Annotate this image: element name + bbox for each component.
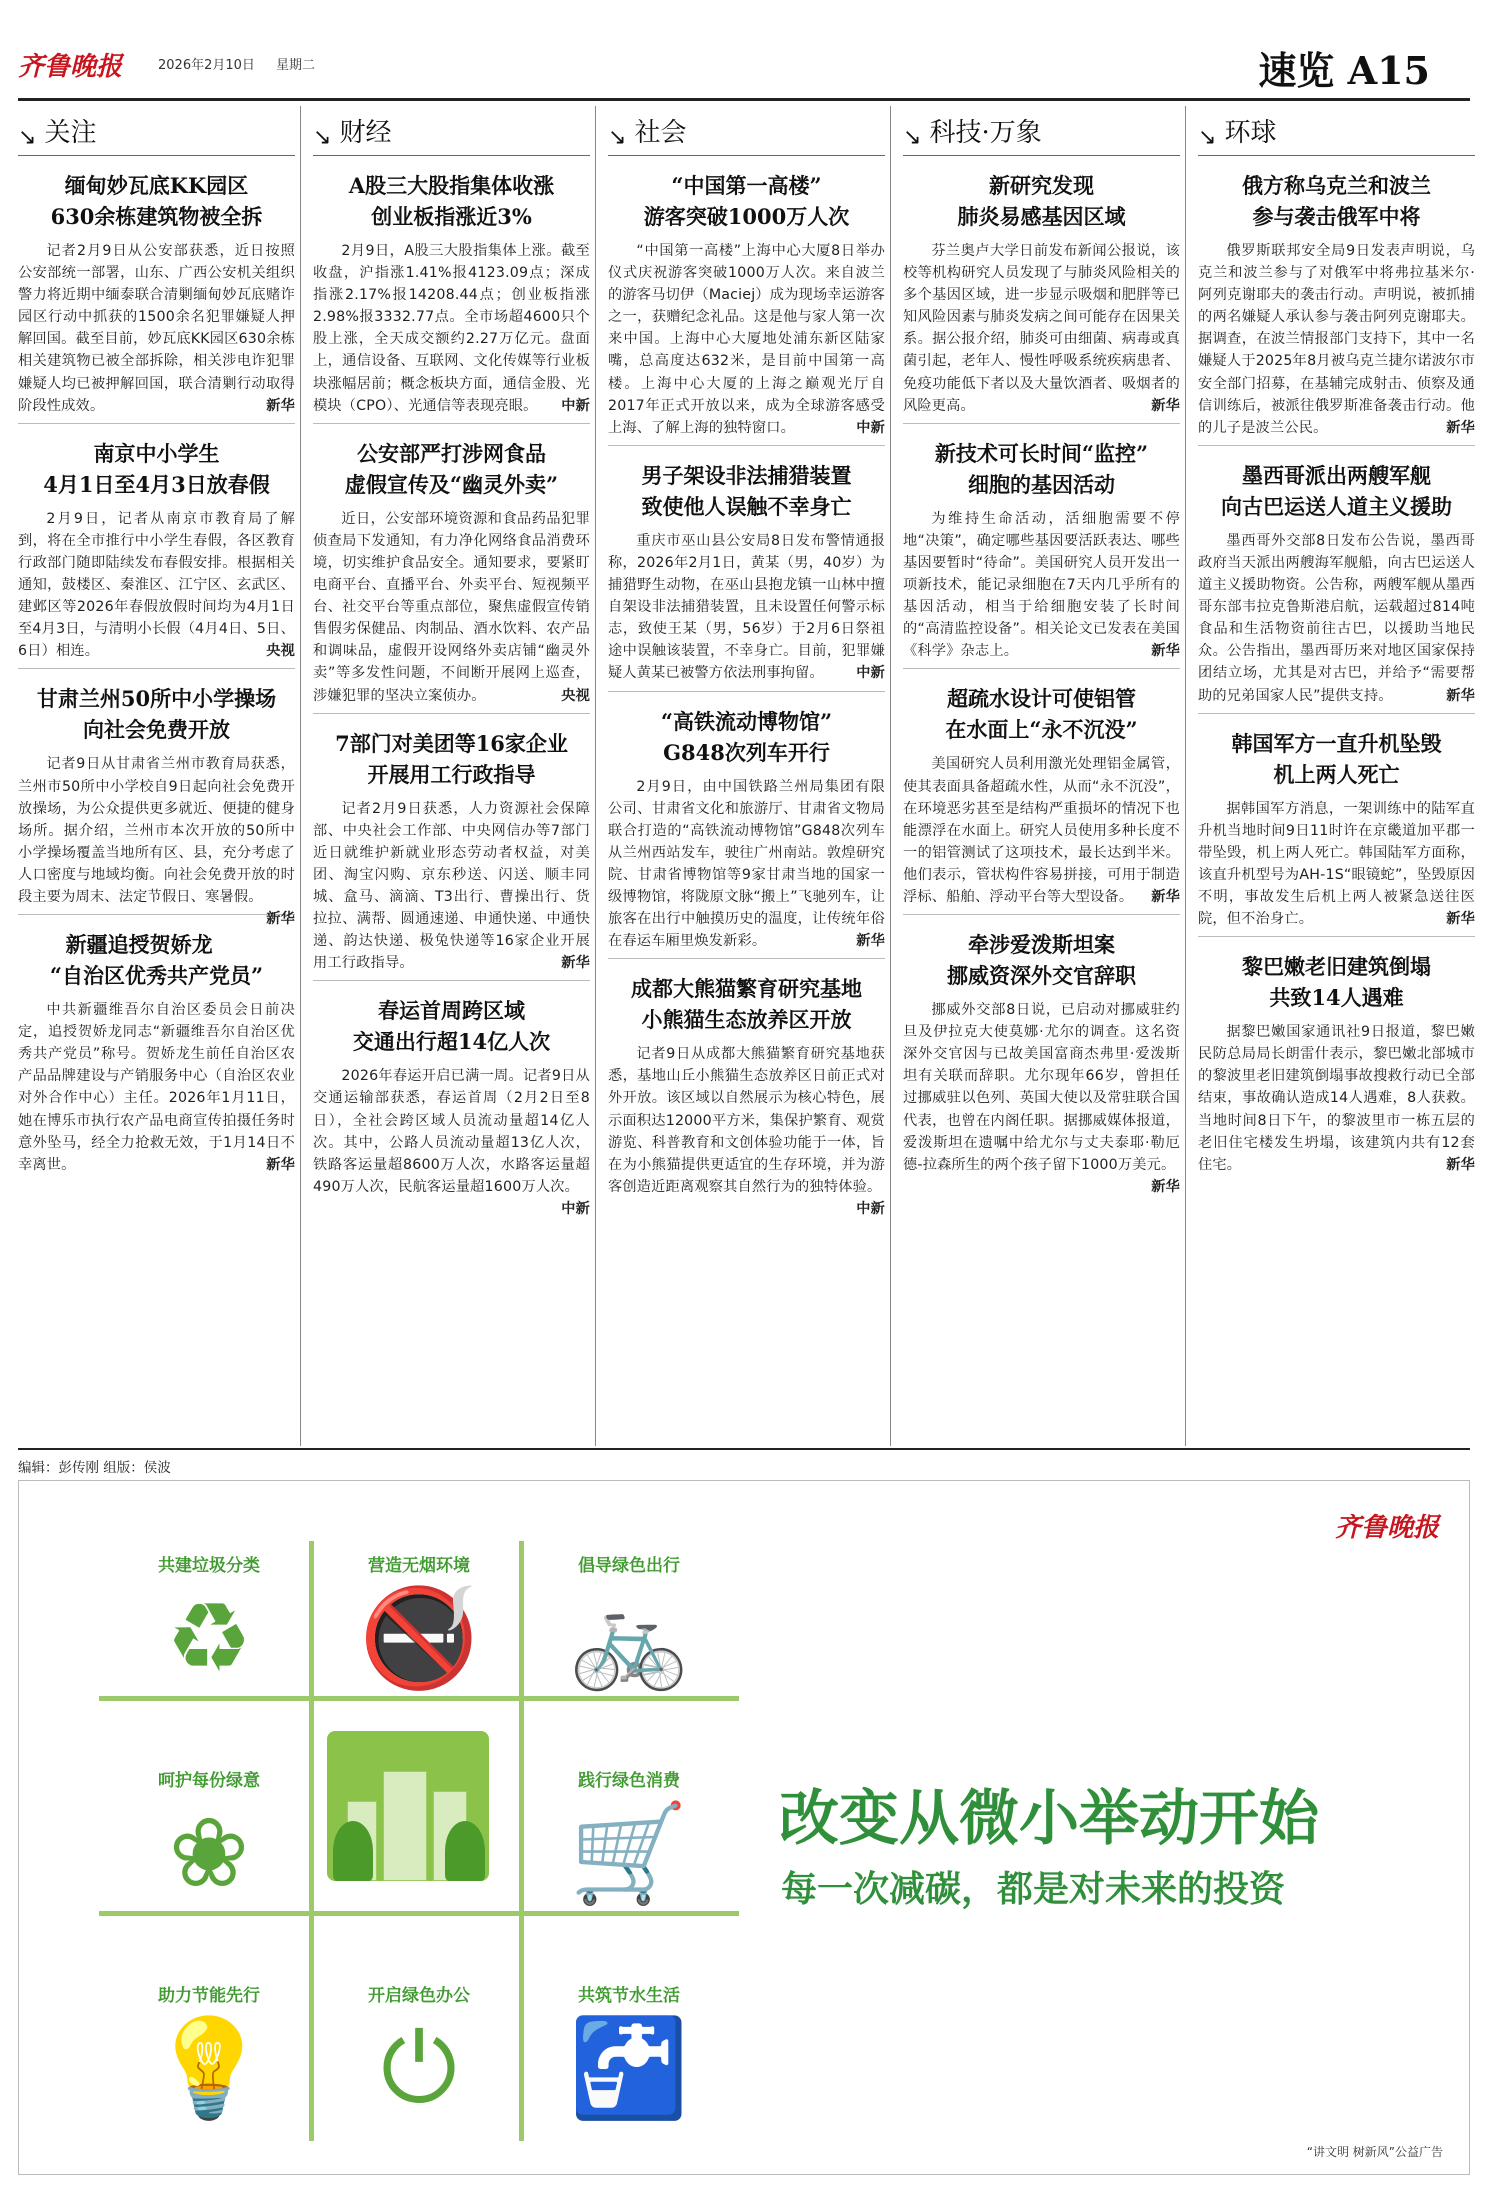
article-headline: 南京中小学生 4月1日至4月3日放春假 [43,440,270,497]
column-label: 社会 [634,118,687,148]
article-body [313,798,590,975]
article-text: 重庆市巫山县公安局8日发布警情通报称，2026年2月1日，黄某（男，40岁）为捕猎野生动物，在巫山县抱龙镇一山林中擅自架设非法捕猎装置，且未设置任何警示标志，致使王某（男，56岁）于2月6日祭祖途中误触该装置，不幸身亡。目前，犯罪嫌疑人黄某已被警方依法刑事拘留。 [608,532,885,682]
article-body [1198,530,1475,707]
column-divider [595,106,596,1446]
article-headline: 新技术可长时间“监控” 细胞的基因活动 [934,440,1149,497]
news-article [1198,445,1475,707]
article-text: 中共新疆维吾尔自治区委员会日前决定，追授贺娇龙同志“新疆维吾尔自治区优秀共产党员”称号。贺娇龙生前任自治区农产品品牌建设与产销服务中心（自治区农业对外合作中心）主任。2026年1月11日，她在博乐市执行农产品电商宣传拍摄任务时意外坠马，经全力抢救无效，于1月14日不幸离世。 [18,1002,295,1173]
article-headline: 男子架设非法捕猎装置 致使他人误触不幸身亡 [641,462,852,519]
plant-box-icon: ❀ [168,1797,250,1909]
shopping-cart-icon: 🛒 [569,1797,689,1909]
power-icon: ⏻ [381,2012,457,2124]
column-divider [890,106,891,1446]
article-text: 记者9日从甘肃省兰州市教育局获悉，兰州市50所中小学校自9日起向社会免费开放操场，为公众提供更多就近、便捷的健身场所。据介绍，兰州市本次开放的50所中小学操场覆盖当地所有区、县，充分考虑了人口密度与地域均衡。向社会免费开放的时段主要为周末、法定节假日、寒暑假。 [18,756,295,905]
news-article [1198,936,1475,1176]
ad-cell-label: 营造无烟环境 [368,1556,470,1576]
ad-cell-label: 倡导绿色出行 [578,1556,680,1576]
column-divider [300,106,301,1446]
article-headline: 韩国军方一直升机坠毁 机上两人死亡 [1231,730,1442,787]
article-body [313,508,590,707]
news-article [313,980,590,1217]
recycle-bin-icon: ♻ [165,1582,253,1694]
news-article [608,958,885,1217]
article-text: “中国第一高楼”上海中心大厦8日举办仪式庆祝游客突破1000万人次。来自波兰的游客马切伊（Maciej）成为现场幸运游客之一，获赠纪念礼品。这是他与家人第一次来中国。上海中心大厦地处浦东新区陆家嘴，总高度达632米，是目前中国第一高楼。上海中心大厦的上海之巅观光厅自2017年正式开放以来，成为全球游客感受上海、了解上海的独特窗口。 [608,243,885,436]
column-label: 科技·万象 [929,118,1042,148]
column-3 [903,110,1180,1450]
article-source: 新华 [1151,397,1180,414]
article-text: 2026年春运开启已满一周。记者9日从交通运输部获悉，春运首周（2月2日至8日），全社会跨区域人员流动量超14亿人次。其中，公路人员流动量超13亿人次，铁路客运量超8600万人次，水路客运量超490万人次，民航客运量超1600万人次。 [313,1068,590,1195]
article-headline: A股三大股指集体收涨 创业板指涨近3% [348,173,555,229]
news-article [1198,156,1475,439]
article-body [1198,240,1475,439]
ad-cell-label: 呵护每份绿意 [158,1771,260,1791]
bottom-rule [18,1448,1470,1450]
article-body [18,508,295,663]
article-body [903,240,1180,417]
news-article [18,668,295,928]
article-body [903,753,1180,908]
article-body [313,1065,590,1217]
article-body [18,999,295,1176]
news-article [608,156,885,439]
issue-date: 2026年2月10日 [158,58,255,73]
article-headline: 墨西哥派出两艘军舰 向古巴运送人道主义援助 [1221,462,1452,519]
article-source: 新华 [1446,687,1475,704]
article-text: 据黎巴嫩国家通讯社9日报道，黎巴嫩民防总局局长朗雷什表示，黎巴嫩北部城市的黎波里老旧建筑倒塌事故搜救行动已全部结束，事故确认造成14人遇难，8人获救。当地时间8日下午，的黎波里市一栋五层的老旧住宅楼发生坍塌，该建筑内共有12套住宅。 [1198,1024,1475,1173]
article-headline: 成都大熊猫繁育研究基地 小熊猫生态放养区开放 [631,976,862,1033]
article-headline: 7部门对美团等16家企业 开展用工行政指导 [335,730,568,787]
article-text: 美国研究人员利用激光处理铝金属管，使其表面具备超疏水性，从而“永不沉没”，在环境恶劣甚至是结构严重损坏的情况下也能漂浮在水面上。研究人员使用多种长度不一的铝管测试了这项技术，最长达到半米。他们表示，管状构件容易拼接，可用于制造浮标、船舶、浮动平台等大型设备。 [903,756,1180,905]
editor-credits: 编辑：彭传刚 组版：侯波 [18,1460,171,1476]
issue-weekday: 星期二 [276,58,316,73]
article-headline: 公安部严打涉网食品 虚假宣传及“幽灵外卖” [344,440,559,497]
article-headline: “高铁流动博物馆” G848次列车开行 [660,708,833,765]
faucet-icon: 🚰 [569,2012,689,2124]
article-source: 新华 [561,955,590,972]
news-article [313,713,590,975]
article-text: 2月9日，由中国铁路兰州局集团有限公司、甘肃省文化和旅游厅、甘肃省文物局联合打造的“高铁流动博物馆”G848次列车从兰州西站发车，驶往广州南站。敦煌研究院、甘肃省博物馆等9家甘肃当地的国家一级博物馆，将陇原文脉“搬上”飞驰列车，让旅客在出行中触摸历史的温度，让传统年俗在春运车厢里焕发新彩。 [608,778,885,950]
page-section-title: 速览 A15 [1258,48,1430,93]
article-source: 新华 [266,1156,295,1173]
news-article [18,914,295,1176]
article-text: 2月9日，记者从南京市教育局了解到，将在全市推行中小学生春假，各区教育行政部门随即陆续发布春假安排。根据相关通知，鼓楼区、秦淮区、江宁区、玄武区、建邺区等2026年春假放假时间均为4月1日至4月3日，与清明小长假（4月4日、5日、6日）相连。 [18,510,295,660]
grid-line [99,1696,739,1701]
article-headline: 新疆追授贺娇龙 “自治区优秀共产党员” [49,932,264,989]
newspaper-logo: 齐鲁晚报 [18,52,123,82]
article-body [608,240,885,439]
article-source: 新华 [1151,643,1180,660]
ad-cell [529,1766,729,1909]
ad-cell [109,1981,309,2124]
article-text: 墨西哥外交部8日发布公告说，墨西哥政府当天派出两艘海军舰船，向古巴运送人道主义援助物资。公告称，两艘军舰从墨西哥东部韦拉克鲁斯港启航，运载超过814吨食品和生活物资前往古巴，以援助当地民众。公告指出，墨西哥历来对地区国家保持团结立场，尤其是对古巴，并给予“需要帮助的兄弟国家人民”提供支持。 [1198,532,1475,704]
news-article [1198,713,1475,931]
ad-cell-label: 共建垃圾分类 [158,1556,260,1576]
article-headline: 牵涉爱泼斯坦案 挪威资深外交官辞职 [947,932,1136,989]
ad-subslogan: 每一次减碳，都是对未来的投资 [781,1868,1286,1910]
arrow-icon: ↘ [903,125,922,150]
column-header [18,110,295,156]
column-2 [608,110,885,1450]
grid-line [99,1911,739,1916]
green-city-illustration [327,1731,489,1881]
column-header [608,110,885,156]
news-article [608,691,885,953]
masthead [18,40,1470,92]
article-text: 据韩国军方消息，一架训练中的陆军直升机当地时间9日11时许在京畿道加平郡一带坠毁，机上两人死亡。韩国陆军方面称，该直升机型号为AH-1S“眼镜蛇”，坠毁原因不明，事故发生后机上两人被紧急送往医院，但不治身亡。 [1198,800,1475,928]
article-text: 记者2月9日从公安部获悉，近日按照公安部统一部署，山东、广西公安机关组织警力将近期中缅泰联合清剿缅甸妙瓦底赌诈园区行动中抓获的1500余名犯罪嫌疑人押解回国。截至目前，妙瓦底KK园区630余栋相关建筑物已被全部拆除，相关涉电诈犯罪嫌疑人均已被押解回国，联合清剿行动取得阶段性成效。 [18,243,295,414]
article-source: 新华 [266,911,295,928]
ad-cell [529,1981,729,2124]
news-article [313,156,590,417]
column-label: 财经 [339,118,392,148]
ad-cell-label: 践行绿色消费 [578,1771,680,1791]
no-smoking-icon: 🚭 [359,1582,479,1694]
ad-slogan: 改变从微小举动开始 [779,1784,1319,1854]
article-source: 央视 [266,643,295,660]
grid-line [519,1541,524,2141]
news-article [903,156,1180,417]
arrow-icon: ↘ [313,125,332,150]
arrow-icon: ↘ [1198,125,1217,150]
article-source: 央视 [561,687,590,704]
article-text: 为维持生命活动，活细胞需要不停地“决策”，确定哪些基因要活跃表达、哪些基因要暂时“待命”。美国研究人员开发出一项新技术，能记录细胞在7天内几乎所有的基因活动，相当于给细胞安装了长时间的“高清监控设备”。相关论文已发表在美国《科学》杂志上。 [903,510,1180,660]
ad-cell [319,1981,519,2124]
column-header [313,110,590,156]
article-source: 新华 [856,933,885,950]
article-headline: 俄方称乌克兰和波兰 参与袭击俄军中将 [1242,173,1431,229]
article-source: 中新 [561,1200,590,1217]
top-rule [18,98,1470,101]
article-source: 新华 [1446,419,1475,436]
article-body [18,753,295,928]
column-1 [313,110,590,1450]
article-headline: “中国第一高楼” 游客突破1000万人次 [643,173,850,229]
article-headline: 缅甸妙瓦底KK园区 630余栋建筑物被全拆 [50,173,263,229]
bicycle-icon: 🚲 [569,1582,689,1694]
ad-cell [109,1551,309,1694]
column-header [903,110,1180,156]
news-article [903,668,1180,908]
article-source: 中新 [856,1200,885,1217]
article-text: 俄罗斯联邦安全局9日发表声明说，乌克兰和波兰参与了对俄军中将弗拉基米尔·阿列克谢耶夫的袭击行动。声明说，被抓捕的两名嫌疑人承认参与袭击阿列克谢耶夫。据调查，在波兰情报部门支持下，其中一名嫌疑人于2025年8月被乌克兰捷尔诺波尔市安全部门招募，在基辅完成射击、侦察及通信训练后，被派往俄罗斯准备袭击行动。他的儿子是波兰公民。 [1198,243,1475,436]
article-text: 挪威外交部8日说，已启动对挪威驻约旦及伊拉克大使莫娜·尤尔的调查。这名资深外交官因与已故美国富商杰弗里·爱泼斯坦有关联而辞职。尤尔现年66岁，曾担任过挪威驻以色列、英国大使以及常驻联合国代表，也曾在内阁任职。据挪威媒体报道，爱泼斯坦在遗嘱中给尤尔与丈夫泰耶·勒厄德-拉森所生的两个孩子留下1000万美元。 [903,1002,1180,1173]
ad-cell-label: 共筑节水生活 [578,1986,680,2006]
ad-cell-label: 开启绿色办公 [368,1986,470,2006]
news-article [903,914,1180,1195]
article-source: 新华 [1151,1178,1180,1195]
column-0 [18,110,295,1450]
grid-line [309,1541,314,2141]
article-source: 中新 [856,419,885,436]
column-label: 环球 [1224,118,1277,148]
article-body [608,776,885,953]
article-body [608,530,885,685]
news-article [903,423,1180,663]
ad-logo: 齐鲁晚报 [1334,1513,1439,1543]
article-body [1198,798,1475,931]
public-service-ad [18,1480,1470,2175]
article-text: 记者9日从成都大熊猫繁育研究基地获悉，基地山丘小熊猫生态放养区日前正式对外开放。该区域以自然展示为核心特色，展示面积达12000平方米，集保护繁育、观赏游览、科普教育和文创体验功能于一体，旨在为小熊猫提供更适宜的生存环境，并为游客创造近距离观察其自然行为的独特体验。 [608,1046,885,1195]
ad-cell [319,1551,519,1694]
news-article [313,423,590,707]
article-headline: 超疏水设计可使铝管 在水面上“永不沉没” [945,686,1138,743]
column-label: 关注 [44,118,97,148]
article-source: 中新 [856,665,885,682]
article-text: 记者2月9日获悉，人力资源社会保障部、中央社会工作部、中央网信办等7部门近日就维护新就业形态劳动者权益，对美团、淘宝闪购、京东秒送、闪送、顺丰同城、盒马、滴滴、T3出行、曹操出行、货拉拉、满帮、圆通速递、申通快递、中通快递、韵达快递、极兔快递等16家企业开展用工行政指导。 [313,800,590,972]
article-text: 2月9日，A股三大股指集体上涨。截至收盘，沪指涨1.41%报4123.09点；深成指涨2.17%报14208.44点；创业板指涨2.98%报3332.77点。全市场超4600只个股上涨，全天成交额约2.27万亿元。盘面上，通信设备、互联网、文化传媒等行业板块涨幅居前；概念板块方面，通信金股、光模块（CPO）、光通信等表现亮眼。 [313,243,590,414]
arrow-icon: ↘ [608,125,627,150]
article-source: 新华 [1446,911,1475,928]
column-4 [1198,110,1475,1450]
news-article [18,423,295,663]
article-body [903,999,1180,1195]
column-header [1198,110,1475,156]
lightbulb-icon: 💡 [149,2012,269,2124]
article-source: 新华 [1446,1156,1475,1173]
article-headline: 春运首周跨区域 交通出行超14亿人次 [352,998,551,1055]
ad-note: “讲文明 树新风”公益广告 [1306,2145,1443,2159]
article-text: 近日，公安部环境资源和食品药品犯罪侦查局下发通知，有力净化网络食品消费环境，切实维护食品安全。通知要求，要紧盯电商平台、直播平台、外卖平台、短视频平台、社交平台等重点部位，聚焦虚假宣传销售假劣保健品、肉制品、酒水饮料、农产品和调味品，虚假开设网络外卖店铺“幽灵外卖”等多发性问题，不间断开展网上巡查，涉嫌犯罪的坚决立案侦办。 [313,510,590,704]
article-body [608,1043,885,1217]
article-headline: 黎巴嫩老旧建筑倒塌 共致14人遇难 [1242,954,1431,1011]
arrow-icon: ↘ [18,125,37,150]
article-body [313,240,590,417]
article-headline: 甘肃兰州50所中小学操场 向社会免费开放 [36,686,277,743]
news-article [608,445,885,685]
article-body [1198,1021,1475,1176]
article-source: 中新 [561,397,590,414]
news-article [18,156,295,417]
article-body [18,240,295,417]
ad-cell-label: 助力节能先行 [158,1986,260,2006]
article-source: 新华 [1151,888,1180,905]
column-divider [1185,106,1186,1446]
article-body [903,508,1180,663]
ad-cell [529,1551,729,1694]
article-headline: 新研究发现 肺炎易感基因区域 [957,173,1126,229]
article-source: 新华 [266,397,295,414]
ad-cell [109,1766,309,1909]
article-text: 芬兰奥卢大学日前发布新闻公报说，该校等机构研究人员发现了与肺炎风险相关的多个基因区域，进一步显示吸烟和肥胖等已知风险因素与肺炎发病之间可能存在因果关系。据公报介绍，肺炎可由细菌、病毒或真菌引起，老年人、慢性呼吸系统疾病患者、免疫功能低下者以及大量饮酒者、吸烟者的风险更高。 [903,243,1180,414]
